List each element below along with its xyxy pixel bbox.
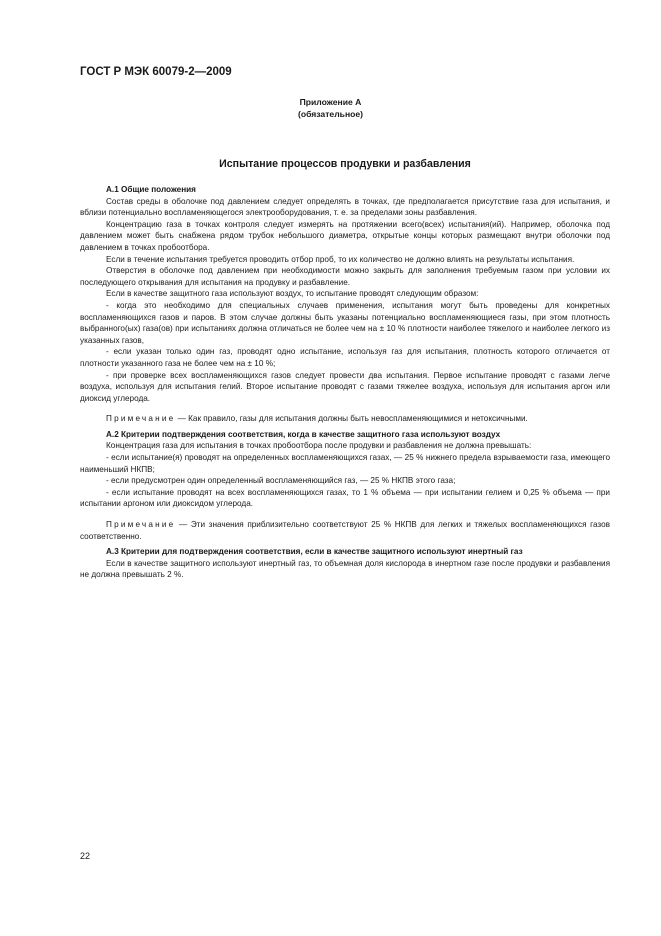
paragraph: Концентрация газа для испытания в точках пробоотбора после продувки и разбавления не должна превышать: [106,441,532,451]
annex-main-title: Испытание процессов продувки и разбавления [219,158,471,170]
list-item: - если испытание проводят на всех воспламеняющихся газах, то 1 % объема — при испытании гелием и 0,25 % объема — при испытании аргоном или диоксидом углерода. [80,487,610,509]
note [80,413,610,425]
list-item: - если испытание(я) проводят на определенных воспламеняющихся газах, — 25 % нижнего предела взрываемости газа, имеющего наименьший НКПВ; [80,453,610,474]
paragraph: Отверстия в оболочке под давлением при необходимости можно закрыть для заполнения требуемым газом при условии их последующего открывания для испытания на продувку и разбавление. [80,266,610,287]
document-body [80,184,610,581]
page-number: 22 [80,851,91,861]
annex-title: Приложение А [299,97,362,107]
annex-status: (обязательное) [297,109,364,119]
section-heading-a2: А.2 Критерии подтверждения соответствия, когда в качестве защитного газа используют воздух [106,429,501,439]
note [80,519,610,542]
paragraph: Если в качестве защитного газа используют воздух, то испытание проводят следующим образом: [106,289,479,299]
paragraph: Если в течение испытания требуется проводить отбор проб, то их количество не должно влиять на результаты испытания. [106,254,575,264]
paragraph: Состав среды в оболочке под давлением следует определять в точках, где предполагается присутствие газа для испытания, и вблизи потенциально воспламеняющегося электрооборудования, т. е. за пределами зоны разбавления. [80,196,610,218]
list-item: - если указан только один газ, проводят одно испытание, используя газ для испытания, плотность которого отличается от плотности указанного газа не более чем на ± 10 %; [80,347,610,368]
section-heading-a1: А.1 Общие положения [106,185,196,194]
note-text: — Как правило, газы для испытания должны быть невоспламеняющимися и нетоксичными. [175,414,528,424]
note-label: Примечание [106,414,176,424]
paragraph: Если в качестве защитного используют инертный газ, то объемная доля кислорода в инертном газе после продувки и разбавления не должна превышать 2 %. [80,558,610,580]
list-item: - когда это необходимо для специальных случаев применения, испытания могут быть проведены для конкретных воспламеняющихся газов и паров. В этом случае должны быть указаны потенциально воспламеняющиеся газы, при этом плотность выбранного(ых) газа(ов) при испытаниях должна отличаться не более чем на ± 10 % плотности наиболее тяжелого и наиболее легкого из указанных газов, [80,300,610,345]
section-heading-a3: А.3 Критерии для подтверждения соответствия, если в качестве защитного используют инертный газ [106,547,523,557]
note-label: Примечание [106,520,176,530]
document-header: ГОСТ Р МЭК 60079-2—2009 [80,66,232,78]
note-text: — Эти значения приблизительно соответствуют 25 % НКПВ для легких и тяжелых воспламеняющихся газов соответственно. [80,520,610,541]
paragraph: Концентрацию газа в точках контроля следует измерять на протяжении всего(всех) испытания(ий). Например, оболочка под давлением может быть снабжена рядом трубок небольшого диаметра, открытые концы которых размещают внутри оболочки под давлением в точках пробоотбора. [80,219,610,252]
list-item: - при проверке всех воспламеняющихся газов следует провести два испытания. Первое испытание проводят с газами легче воздуха, используя для испытания гелий. Второе испытание проводят с газами тяжелее воздуха, используя для испытания аргон или диоксид углерода. [80,370,610,403]
list-item: - если предусмотрен один определенный воспламеняющийся газ, — 25 % НКПВ этого газа; [106,476,456,486]
